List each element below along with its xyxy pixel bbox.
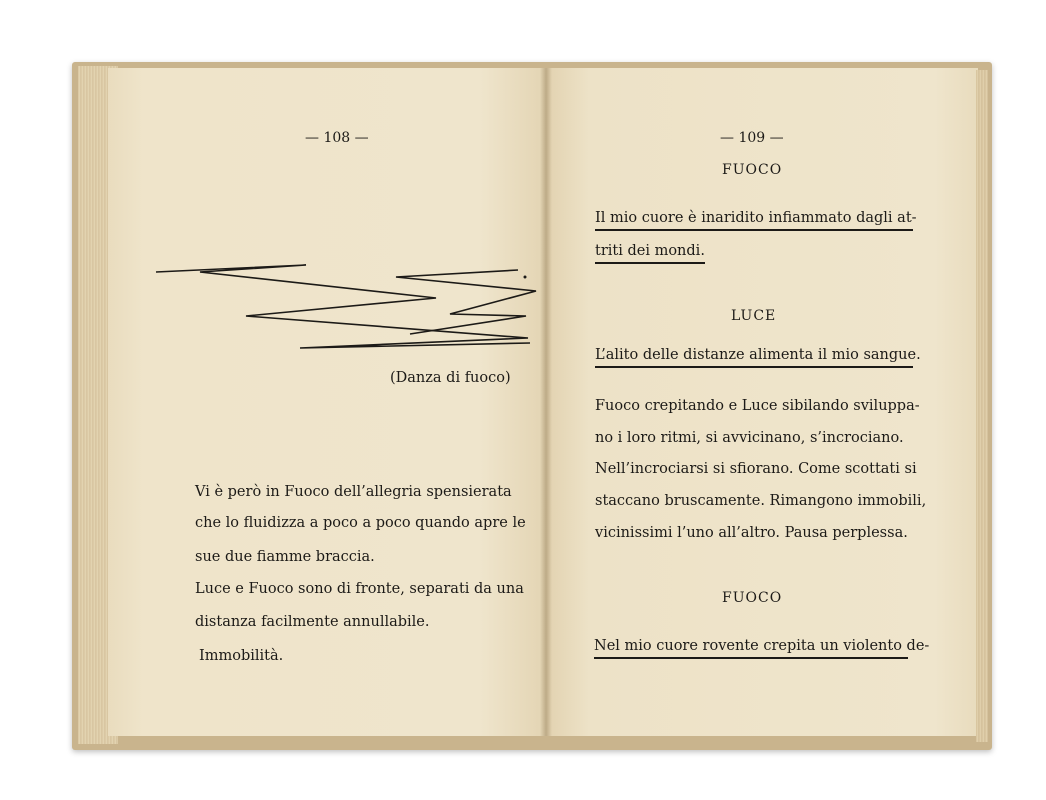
paragraph-line-2: no i loro ritmi, si avvicinano, s’incrociano.	[595, 430, 904, 446]
paragraph-line-5: vicinissimi l’uno all’altro. Pausa perplessa.	[595, 525, 908, 541]
left-line-2: che lo fluidizza a poco a poco quando apre le	[195, 515, 526, 531]
heading-fuoco-1: FUOCO	[722, 162, 783, 178]
left-page	[108, 68, 546, 736]
last-line: Nel mio cuore rovente crepita un violento de-	[594, 638, 908, 659]
left-line-3: sue due fiamme braccia.	[195, 549, 375, 565]
left-page-number: — 108 —	[305, 130, 369, 146]
book-gutter	[540, 68, 552, 736]
right-page-number: — 109 —	[720, 130, 784, 146]
heading-fuoco-2: FUOCO	[722, 590, 783, 606]
fuoco-line-2: triti dei mondi.	[595, 243, 705, 264]
paragraph-line-1: Fuoco crepitando e Luce sibilando sviluppa-	[595, 398, 920, 414]
left-line-1: Vi è però in Fuoco dell’allegria spensierata	[195, 484, 512, 500]
fuoco-line-1: Il mio cuore è inaridito infiammato dagli at-	[595, 210, 913, 231]
left-line-5: distanza facilmente annullabile.	[195, 614, 430, 630]
paragraph-line-4: staccano bruscamente. Rimangono immobili,	[595, 493, 927, 509]
luce-line: L’alito delle distanze alimenta il mio sangue.	[595, 347, 913, 368]
heading-luce: LUCE	[731, 308, 777, 324]
fire-dance-zigzag-drawing	[150, 258, 540, 358]
drawing-caption: (Danza di fuoco)	[390, 370, 511, 386]
left-line-6: Immobilità.	[199, 648, 284, 664]
left-line-4: Luce e Fuoco sono di fronte, separati da una	[195, 581, 524, 597]
paragraph-line-3: Nell’incrociarsi si sfiorano. Come scottati si	[595, 461, 917, 477]
right-page-edges	[976, 70, 988, 742]
